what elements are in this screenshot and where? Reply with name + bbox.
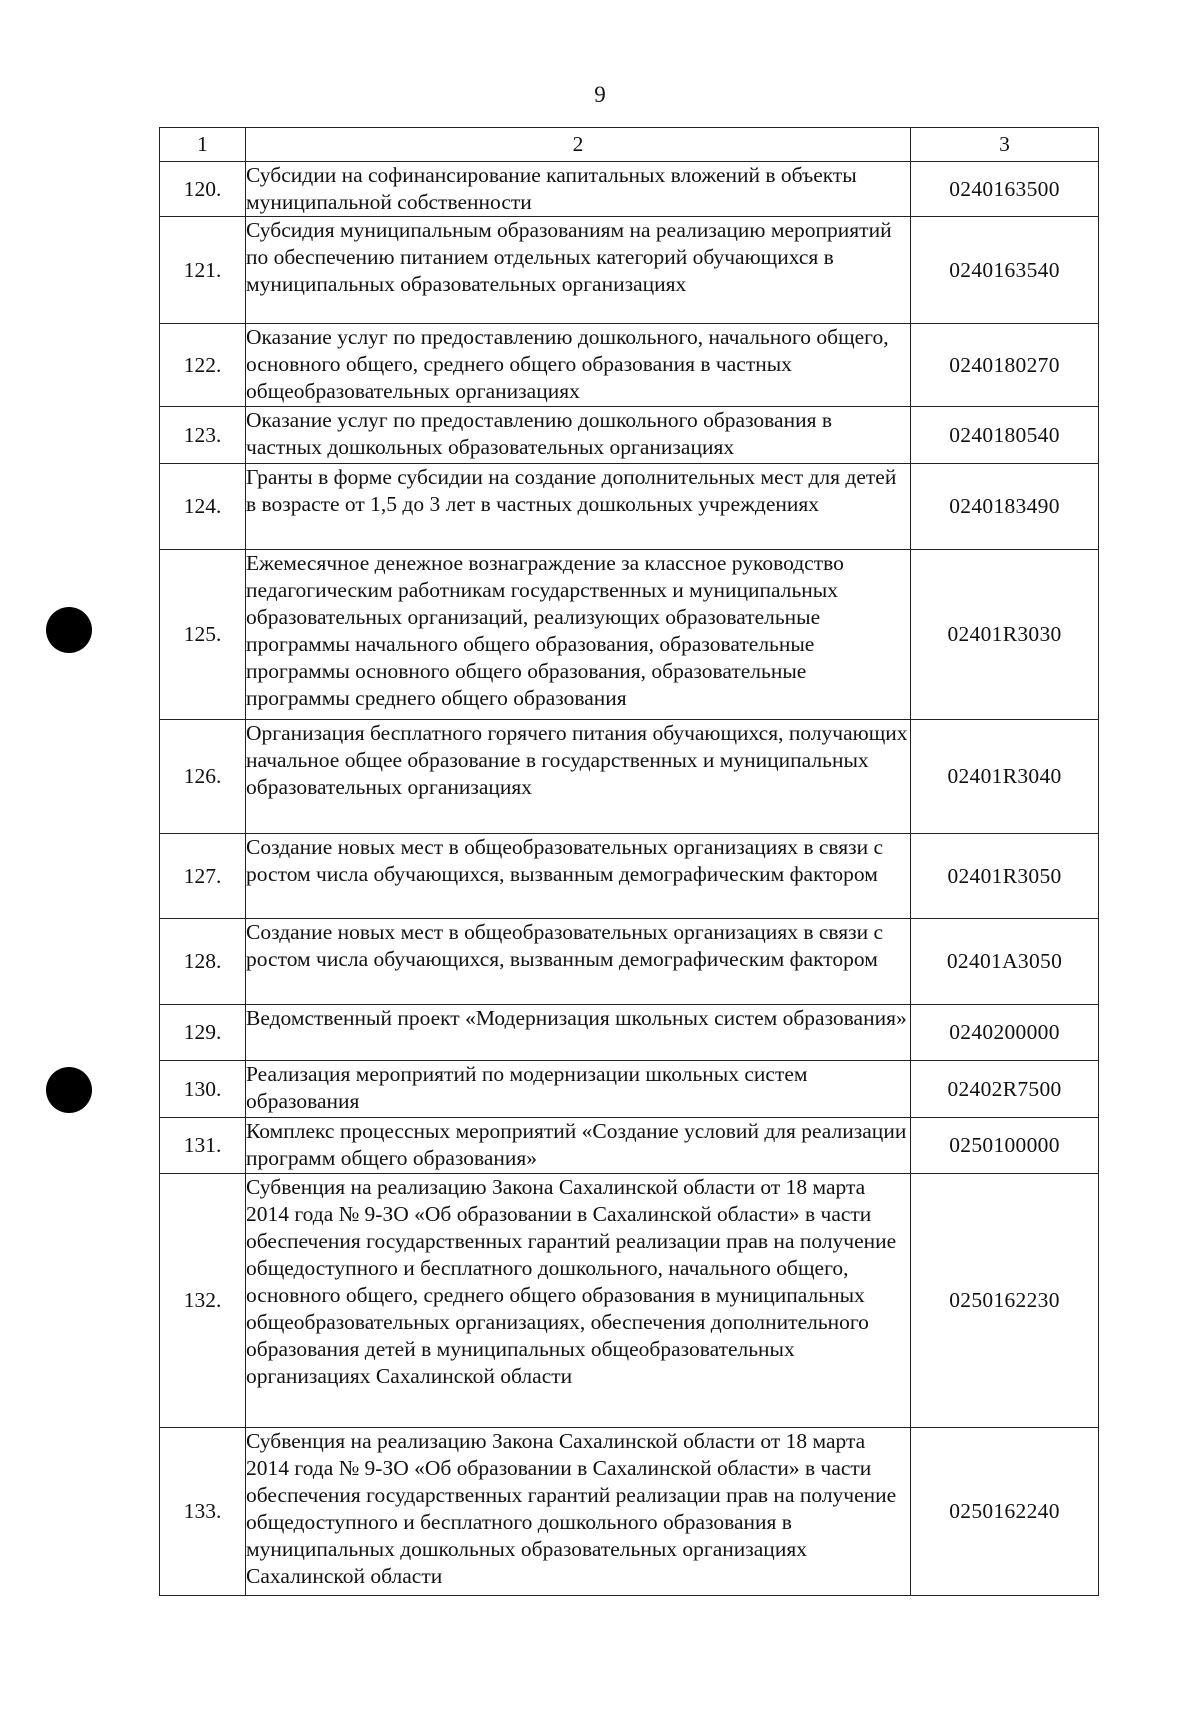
row-name: Гранты в форме субсидии на создание дополнительных мест для детей в возрасте от 1,5 до 3 лет в частных дошкольных учреждениях: [246, 464, 911, 550]
table-row: [160, 217, 1099, 324]
row-code: 02401R3030: [911, 550, 1099, 720]
row-number: 127.: [160, 834, 246, 919]
row-code: 0240163540: [911, 217, 1099, 324]
row-code: 0240180270: [911, 324, 1099, 407]
row-name: Создание новых мест в общеобразовательных организациях в связи с ростом числа обучающихся, вызванным демографическим фактором: [246, 919, 911, 1005]
table-row: [160, 1061, 1099, 1118]
row-name: Субвенция на реализацию Закона Сахалинской области от 18 марта 2014 года № 9-ЗО «Об образовании в Сахалинской области» в части обеспечения государственных гарантий реализации прав на получение общедоступного и бесплатного дошкольного образования в муниципальных дошкольных образовательных организациях Сахалинской области: [246, 1428, 911, 1596]
row-number: 132.: [160, 1174, 246, 1428]
table-row: [160, 834, 1099, 919]
row-code: 02401R3050: [911, 834, 1099, 919]
row-name: Ведомственный проект «Модернизация школьных систем образования»: [246, 1005, 911, 1061]
row-code: 02402R7500: [911, 1061, 1099, 1118]
row-number: 126.: [160, 720, 246, 834]
row-number: 125.: [160, 550, 246, 720]
row-number: 133.: [160, 1428, 246, 1596]
table-row: [160, 407, 1099, 464]
row-code: 0240183490: [911, 464, 1099, 550]
row-code: 0250162240: [911, 1428, 1099, 1596]
budget-classification-table: [159, 127, 1099, 1596]
table-row: [160, 919, 1099, 1005]
table-row: [160, 720, 1099, 834]
row-name: Создание новых мест в общеобразовательных организациях в связи с ростом числа обучающихся, вызванным демографическим фактором: [246, 834, 911, 919]
row-number: 128.: [160, 919, 246, 1005]
row-code: 02401R3040: [911, 720, 1099, 834]
table-row: [160, 1174, 1099, 1428]
row-name: Субсидия муниципальным образованиям на реализацию мероприятий по обеспечению питанием отдельных категорий обучающихся в муниципальных образовательных организациях: [246, 217, 911, 324]
row-code: 0240163500: [911, 162, 1099, 217]
table-row: [160, 550, 1099, 720]
column-header-name: 2: [246, 128, 911, 162]
row-code: 0250100000: [911, 1118, 1099, 1174]
row-number: 124.: [160, 464, 246, 550]
table-row: [160, 1118, 1099, 1174]
row-number: 123.: [160, 407, 246, 464]
column-header-number: 1: [160, 128, 246, 162]
table-header: [160, 128, 1099, 162]
table-row: [160, 1005, 1099, 1061]
table-row: [160, 324, 1099, 407]
row-code: 0250162230: [911, 1174, 1099, 1428]
row-name: Реализация мероприятий по модернизации школьных систем образования: [246, 1061, 911, 1118]
table-body: [160, 162, 1099, 1596]
row-number: 129.: [160, 1005, 246, 1061]
punch-hole: [46, 1067, 92, 1113]
row-name: Субсидии на софинансирование капитальных вложений в объекты муниципальной собственности: [246, 162, 911, 217]
row-name: Организация бесплатного горячего питания обучающихся, получающих начальное общее образование в государственных и муниципальных образовательных организациях: [246, 720, 911, 834]
row-number: 121.: [160, 217, 246, 324]
row-name: Оказание услуг по предоставлению дошкольного образования в частных дошкольных образовательных организациях: [246, 407, 911, 464]
row-number: 122.: [160, 324, 246, 407]
table-row: [160, 1428, 1099, 1596]
row-code: 0240180540: [911, 407, 1099, 464]
row-name: Ежемесячное денежное вознаграждение за классное руководство педагогическим работникам государственных и муниципальных образовательных организаций, реализующих образовательные программы начального общего образования, образовательные программы основного общего образования, образовательные программы среднего общего образования: [246, 550, 911, 720]
row-number: 130.: [160, 1061, 246, 1118]
row-code: 02401A3050: [911, 919, 1099, 1005]
row-number: 131.: [160, 1118, 246, 1174]
row-code: 0240200000: [911, 1005, 1099, 1061]
row-name: Субвенция на реализацию Закона Сахалинской области от 18 марта 2014 года № 9-ЗО «Об образовании в Сахалинской области» в части обеспечения государственных гарантий реализации прав на получение общедоступного и бесплатного дошкольного, начального общего, основного общего, среднего общего образования в муниципальных общеобразовательных организациях, обеспечения дополнительного образования детей в муниципальных общеобразовательных организациях Сахалинской области: [246, 1174, 911, 1428]
header-row: [160, 128, 1099, 162]
table-row: [160, 464, 1099, 550]
row-name: Оказание услуг по предоставлению дошкольного, начального общего, основного общего, среднего общего образования в частных общеобразовательных организациях: [246, 324, 911, 407]
column-header-code: 3: [911, 128, 1099, 162]
table-row: [160, 162, 1099, 217]
page-number: 9: [594, 82, 606, 107]
row-number: 120.: [160, 162, 246, 217]
punch-hole: [46, 607, 92, 653]
row-name: Комплекс процессных мероприятий «Создание условий для реализации программ общего образования»: [246, 1118, 911, 1174]
